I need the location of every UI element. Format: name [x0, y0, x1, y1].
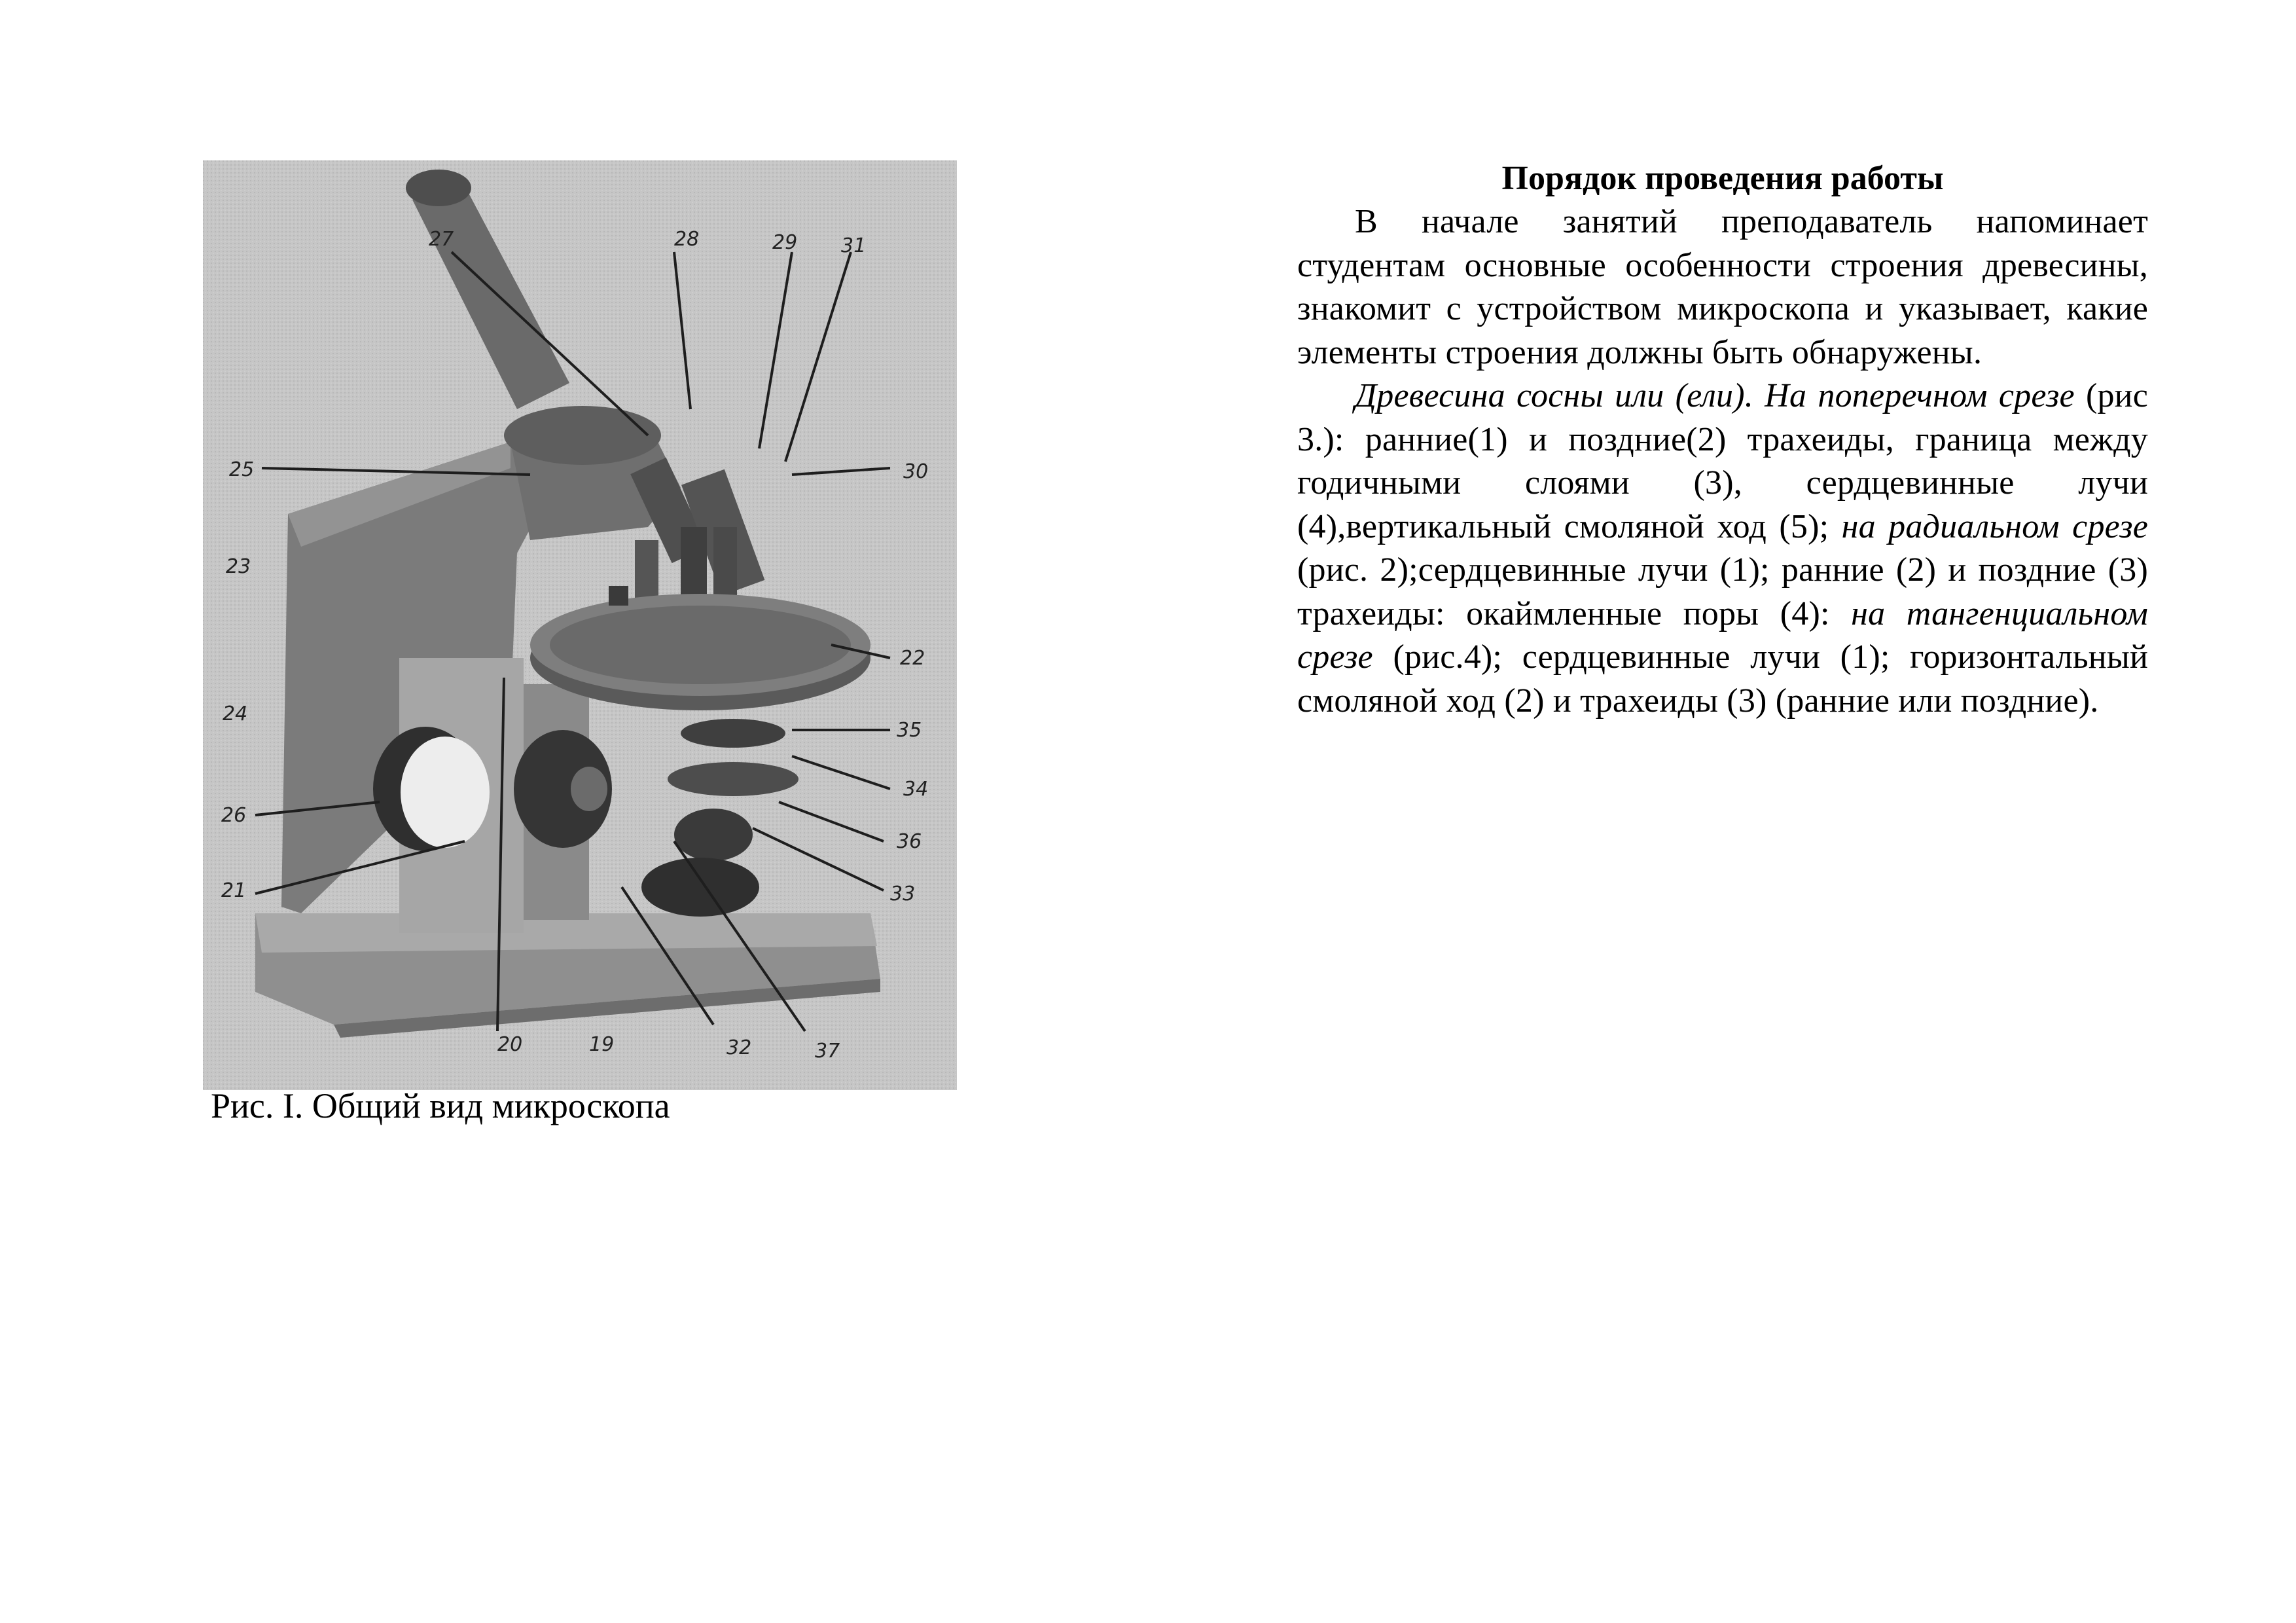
callout-29: 29 [772, 231, 798, 254]
paragraph-pine-wood [1297, 374, 2148, 723]
callout-33: 33 [890, 883, 916, 905]
callout-35: 35 [897, 719, 922, 742]
text-segment: (рис.4); сердцевинные лучи (1); горизонтальный смоляной ход (2) и трахеиды (3) (ранние или поздние). [1297, 638, 2148, 720]
callout-26: 26 [221, 804, 247, 827]
callout-25: 25 [229, 458, 255, 481]
text-segment: (рис 3.): ранние(1) и поздние(2) трахеиды, граница между годичными слоями (3), сердцевинные лучи (4),вертикальный смоляной ход (5); [1297, 377, 2148, 545]
text-segment: на радиальном срезе [1841, 507, 2148, 545]
microscope-illustration [203, 160, 957, 1090]
text-segment: на тангенциальном срезе [1297, 594, 2148, 676]
callout-23: 23 [226, 555, 251, 578]
callout-19: 19 [589, 1033, 615, 1056]
callout-20: 20 [497, 1033, 523, 1056]
callout-27: 27 [429, 228, 454, 251]
paragraph-intro: В начале занятий преподаватель напоминает студентам основные особенности строения древесины, знакомит с устройством микроскопа и указывает, какие элементы строения должны быть обнаружены. [1297, 203, 2148, 371]
figure-caption: Рис. I. Общий вид микроскопа [211, 1086, 670, 1125]
callout-21: 21 [221, 879, 247, 902]
section-title: Порядок проведения работы [1501, 160, 1944, 197]
callout-28: 28 [674, 228, 700, 251]
text-segment: Древесина сосны или (ели). На поперечном срезе [1355, 377, 2075, 414]
callout-31: 31 [841, 234, 867, 257]
callout-30: 30 [903, 460, 929, 483]
callout-24: 24 [223, 702, 248, 725]
microscope-figure [203, 160, 957, 1090]
text-segment: (рис. 2);сердцевинные лучи (1); ранние (2) и поздние (3) трахеиды: окаймленные поры (4): [1297, 551, 2148, 632]
procedure-section [1297, 157, 2148, 723]
callout-32: 32 [726, 1036, 752, 1059]
callout-34: 34 [903, 778, 929, 801]
callout-22: 22 [900, 647, 925, 670]
callout-37: 37 [815, 1040, 840, 1063]
callout-36: 36 [897, 830, 922, 853]
